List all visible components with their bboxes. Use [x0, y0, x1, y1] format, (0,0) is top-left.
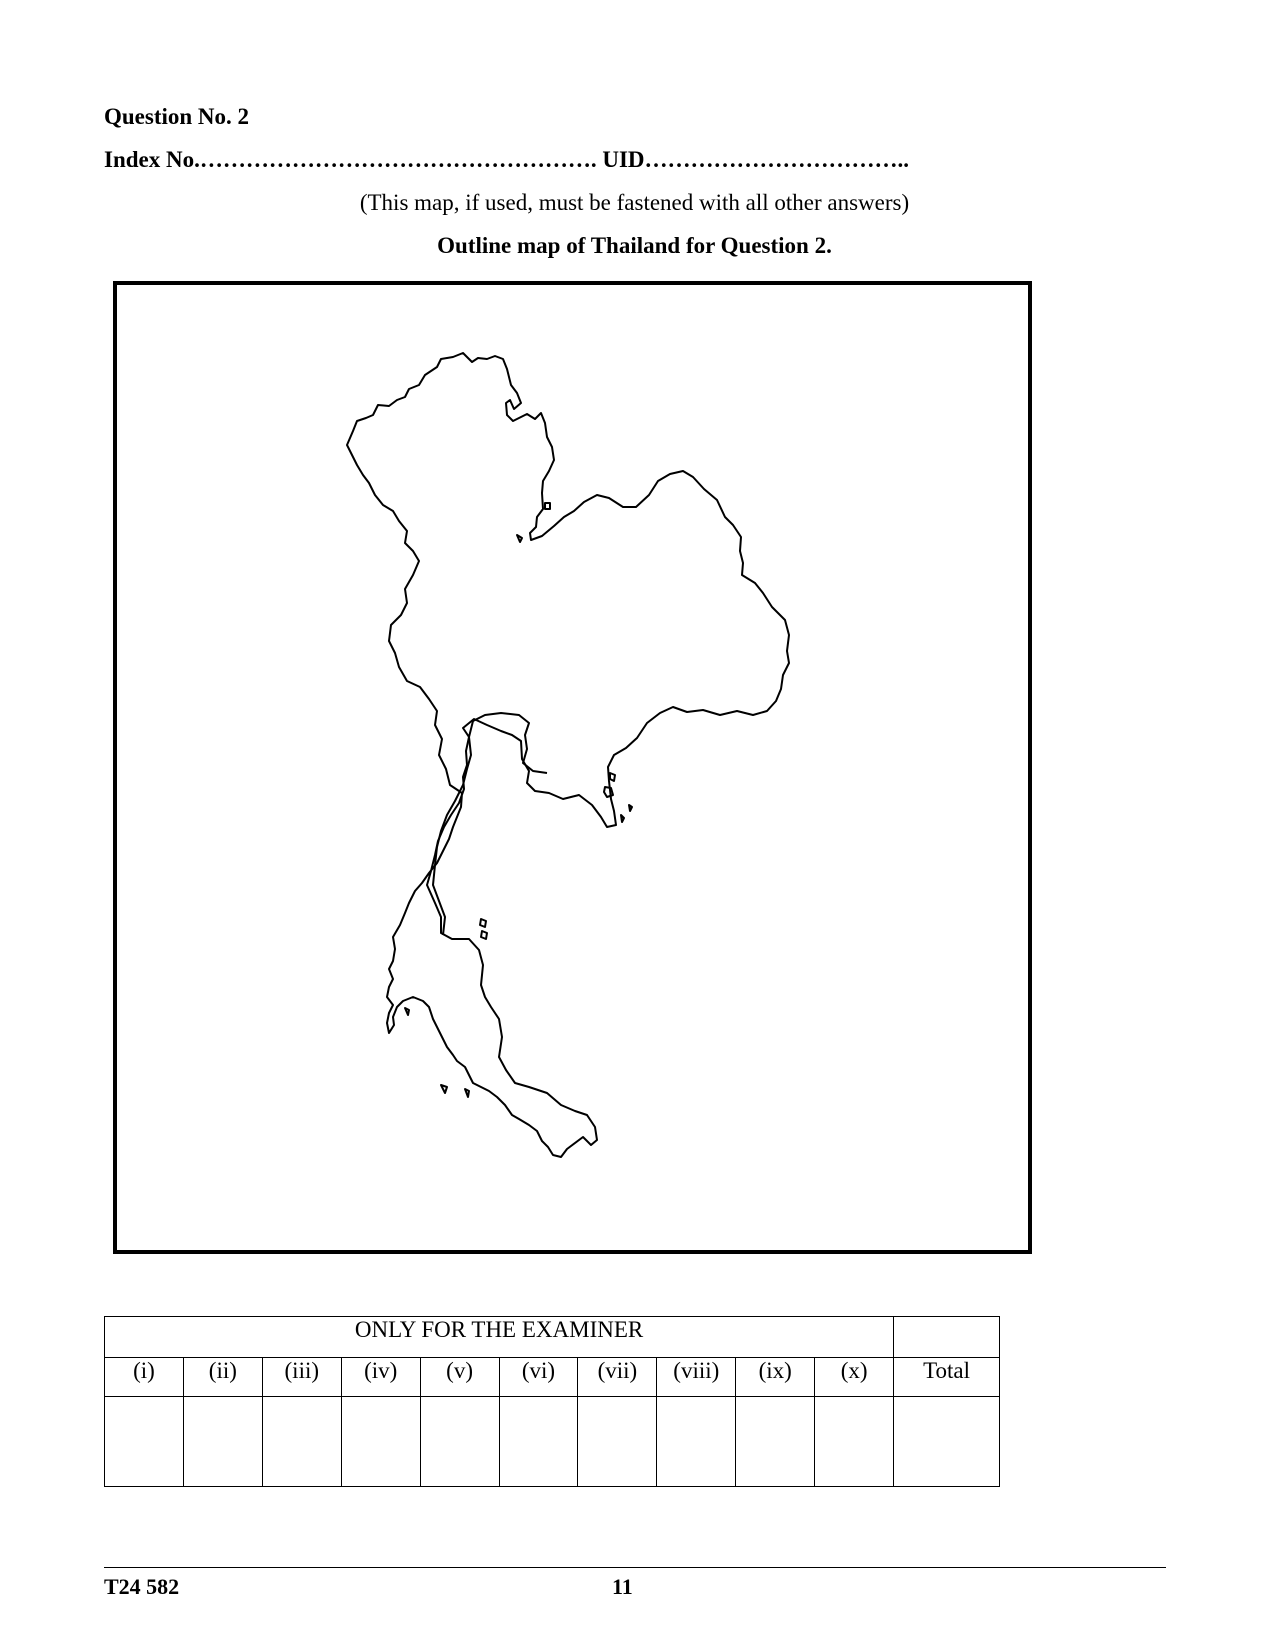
marks-cell [815, 1397, 894, 1487]
fastening-note [0, 190, 1275, 216]
island-9 [405, 1008, 409, 1015]
column-header: (viii) [657, 1358, 736, 1397]
column-header: (v) [420, 1358, 499, 1397]
page-number: 11 [612, 1574, 633, 1599]
column-header: (iii) [262, 1358, 341, 1397]
island-11 [465, 1089, 469, 1097]
marks-cell [736, 1397, 815, 1487]
question-heading: Question No. 2 [104, 104, 250, 129]
column-header: (vii) [578, 1358, 657, 1397]
island-7 [480, 919, 486, 927]
total-marks-cell [894, 1397, 1000, 1487]
island-2 [517, 535, 522, 542]
map-title [0, 233, 1275, 259]
footer-rule [104, 1567, 1166, 1568]
column-header: (ii) [183, 1358, 262, 1397]
index-uid-line: Index No.……………………………………………. UID…………………………….. [104, 147, 910, 172]
paper-code: T24 582 [104, 1574, 180, 1599]
gulf-west-coast-outline [473, 713, 547, 773]
thailand-outline-map [117, 285, 1028, 1250]
thailand-mainland-outline [347, 353, 789, 1157]
column-header: (i) [105, 1358, 184, 1397]
island-8 [481, 931, 487, 939]
examiner-table-blank-header [894, 1317, 1000, 1358]
marks-cell [420, 1397, 499, 1487]
island-6 [621, 815, 624, 822]
marks-cell [578, 1397, 657, 1487]
map-frame [113, 281, 1032, 1254]
total-column-header: Total [894, 1358, 1000, 1397]
island-4 [604, 787, 613, 797]
marks-cell [341, 1397, 420, 1487]
examiner-table-title: ONLY FOR THE EXAMINER [105, 1317, 894, 1358]
marks-cell [183, 1397, 262, 1487]
marks-cell [657, 1397, 736, 1487]
fastening-note-text: (This map, if used, must be fastened with all other answers) [359, 190, 910, 215]
marks-cell [262, 1397, 341, 1487]
marks-cell [105, 1397, 184, 1487]
island-10 [441, 1085, 447, 1093]
column-header: (iv) [341, 1358, 420, 1397]
column-header: (ix) [736, 1358, 815, 1397]
island-1 [545, 503, 550, 509]
column-header: (x) [815, 1358, 894, 1397]
map-title-text: Outline map of Thailand for Question 2. [437, 233, 832, 258]
island-5 [629, 805, 632, 811]
examiner-marks-table [104, 1316, 1000, 1487]
marks-cell [499, 1397, 578, 1487]
island-3 [610, 773, 615, 781]
column-header: (vi) [499, 1358, 578, 1397]
